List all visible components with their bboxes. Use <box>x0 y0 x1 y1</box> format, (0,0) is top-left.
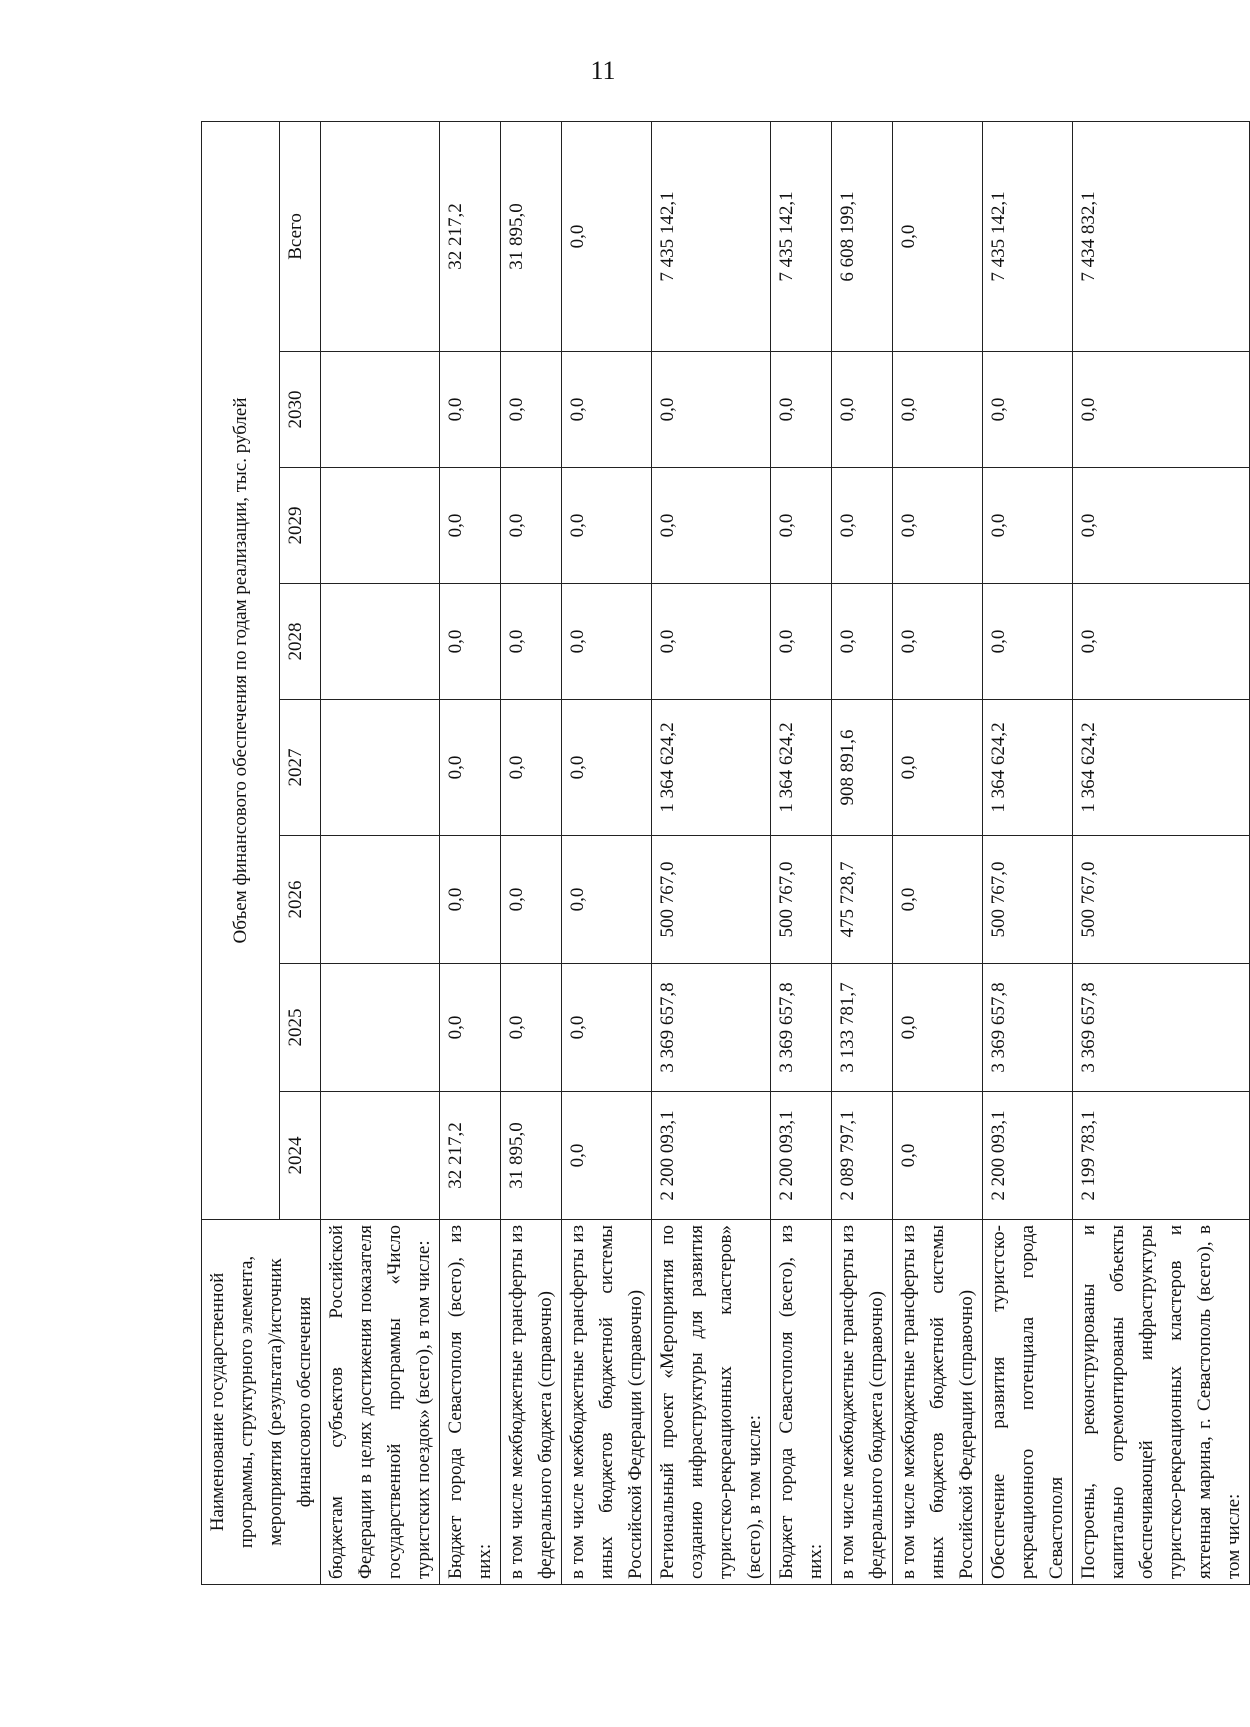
value-cell: 2 200 093,1 <box>983 1092 1073 1220</box>
value-cell: 31 895,0 <box>501 1092 562 1220</box>
value-cell: 0,0 <box>501 468 562 584</box>
value-cell: 500 767,0 <box>652 836 771 964</box>
value-cell <box>321 700 440 836</box>
value-cell: 0,0 <box>501 836 562 964</box>
table-row <box>983 121 1073 1584</box>
value-cell: 2 199 783,1 <box>1073 1092 1250 1220</box>
value-cell: 0,0 <box>893 836 983 964</box>
total-cell: 7 434 832,1 <box>1073 121 1250 351</box>
value-cell: 0,0 <box>562 700 652 836</box>
value-cell: 0,0 <box>501 584 562 700</box>
value-cell: 3 369 657,8 <box>983 964 1073 1092</box>
total-cell: 0,0 <box>893 121 983 351</box>
year-header: 2026 <box>280 836 321 964</box>
table-row <box>562 121 652 1584</box>
value-cell: 0,0 <box>983 352 1073 468</box>
year-header: 2027 <box>280 700 321 836</box>
total-cell: 6 608 199,1 <box>832 121 893 351</box>
value-cell: 0,0 <box>562 964 652 1092</box>
row-name: бюджетам субъектов Российской Федерации в целях достижения показателя государственной программы «Число туристских поездок» (всего), в том числе: <box>321 1220 440 1585</box>
value-cell: 0,0 <box>440 700 501 836</box>
total-cell: 0,0 <box>562 121 652 351</box>
total-cell: 7 435 142,1 <box>652 121 771 351</box>
value-cell: 0,0 <box>893 584 983 700</box>
value-cell: 0,0 <box>562 352 652 468</box>
value-cell: 0,0 <box>832 584 893 700</box>
value-cell: 0,0 <box>501 352 562 468</box>
value-cell: 0,0 <box>1073 584 1250 700</box>
value-cell: 0,0 <box>652 352 771 468</box>
value-cell: 1 364 624,2 <box>1073 700 1250 836</box>
value-cell: 0,0 <box>652 468 771 584</box>
value-cell: 0,0 <box>832 352 893 468</box>
value-cell: 475 728,7 <box>832 836 893 964</box>
value-cell <box>321 584 440 700</box>
value-cell <box>321 964 440 1092</box>
table-row <box>501 121 562 1584</box>
total-cell <box>321 121 440 351</box>
year-header: 2029 <box>280 468 321 584</box>
value-cell: 0,0 <box>893 700 983 836</box>
value-cell: 0,0 <box>440 468 501 584</box>
value-cell: 2 200 093,1 <box>771 1092 832 1220</box>
value-cell: 0,0 <box>983 584 1073 700</box>
table-row <box>832 121 893 1584</box>
total-cell: 7 435 142,1 <box>983 121 1073 351</box>
value-cell: 0,0 <box>771 584 832 700</box>
value-cell: 32 217,2 <box>440 1092 501 1220</box>
value-cell: 0,0 <box>893 468 983 584</box>
value-cell: 0,0 <box>562 836 652 964</box>
value-cell: 0,0 <box>832 468 893 584</box>
table-row <box>1073 121 1250 1584</box>
value-cell: 0,0 <box>1073 352 1250 468</box>
table-row <box>440 121 501 1584</box>
value-cell: 0,0 <box>440 352 501 468</box>
value-cell: 2 200 093,1 <box>652 1092 771 1220</box>
value-cell: 0,0 <box>893 1092 983 1220</box>
rotated-table-container <box>201 122 1244 1585</box>
year-header: 2030 <box>280 352 321 468</box>
value-cell: 2 089 797,1 <box>832 1092 893 1220</box>
value-cell <box>321 468 440 584</box>
value-cell: 0,0 <box>501 700 562 836</box>
volume-header: Объем финансового обеспечения по годам реализации, тыс. рублей <box>202 121 280 1219</box>
value-cell <box>321 1092 440 1220</box>
table-row <box>321 121 440 1584</box>
value-cell: 0,0 <box>893 964 983 1092</box>
row-name: Бюджет города Севастополя (всего), из них: <box>771 1220 832 1585</box>
value-cell: 0,0 <box>652 584 771 700</box>
value-cell: 1 364 624,2 <box>771 700 832 836</box>
value-cell: 1 364 624,2 <box>983 700 1073 836</box>
row-name: в том числе межбюджетные трансферты из федерального бюджета (справочно) <box>832 1220 893 1585</box>
value-cell: 0,0 <box>771 468 832 584</box>
value-cell: 0,0 <box>893 352 983 468</box>
value-cell: 500 767,0 <box>771 836 832 964</box>
total-cell: 7 435 142,1 <box>771 121 832 351</box>
total-cell: 32 217,2 <box>440 121 501 351</box>
value-cell <box>321 836 440 964</box>
row-name: Региональный проект «Мероприятия по созданию инфраструктуры для развития туристско-рекреационных кластеров» (всего), в том числе: <box>652 1220 771 1585</box>
row-name: Построены, реконструированы и капитально отремонтированы объекты обеспечивающей инфраструктуры туристско-рекреационных кластеров и яхтенная марина, г. Севастополь (всего), в том числе: <box>1073 1220 1250 1585</box>
year-header: 2024 <box>280 1092 321 1220</box>
row-name: Обеспечение развития туристско-рекреационного потенциала города Севастополя <box>983 1220 1073 1585</box>
row-name: в том числе межбюджетные трансферты из иных бюджетов бюджетной системы Российской Федерации (справочно) <box>562 1220 652 1585</box>
name-column-header: Наименование государственной программы, структурного элемента, мероприятия (результата)/источник финансового обеспечения <box>202 1220 321 1585</box>
total-header: Всего <box>280 121 321 351</box>
value-cell: 0,0 <box>562 1092 652 1220</box>
value-cell: 500 767,0 <box>983 836 1073 964</box>
year-header: 2028 <box>280 584 321 700</box>
value-cell: 0,0 <box>983 468 1073 584</box>
page-number: 11 <box>590 56 616 85</box>
total-cell: 31 895,0 <box>501 121 562 351</box>
table-row <box>771 121 832 1584</box>
row-name: в том числе межбюджетные трансферты из федерального бюджета (справочно) <box>501 1220 562 1585</box>
value-cell: 0,0 <box>440 584 501 700</box>
value-cell: 0,0 <box>1073 468 1250 584</box>
row-name: в том числе межбюджетные трансферты из иных бюджетов бюджетной системы Российской Федерации (справочно) <box>893 1220 983 1585</box>
value-cell: 0,0 <box>440 836 501 964</box>
value-cell: 3 133 781,7 <box>832 964 893 1092</box>
year-header: 2025 <box>280 964 321 1092</box>
value-cell: 3 369 657,8 <box>652 964 771 1092</box>
value-cell: 908 891,6 <box>832 700 893 836</box>
value-cell <box>321 352 440 468</box>
row-name: Бюджет города Севастополя (всего), из них: <box>440 1220 501 1585</box>
table-row <box>652 121 771 1584</box>
value-cell: 3 369 657,8 <box>1073 964 1250 1092</box>
value-cell: 3 369 657,8 <box>771 964 832 1092</box>
value-cell: 1 364 624,2 <box>652 700 771 836</box>
value-cell: 0,0 <box>562 584 652 700</box>
table-row <box>893 121 983 1584</box>
table-body <box>321 121 1250 1584</box>
value-cell: 500 767,0 <box>1073 836 1250 964</box>
value-cell: 0,0 <box>501 964 562 1092</box>
value-cell: 0,0 <box>440 964 501 1092</box>
value-cell: 0,0 <box>771 352 832 468</box>
financing-table <box>201 121 1250 1585</box>
value-cell: 0,0 <box>562 468 652 584</box>
